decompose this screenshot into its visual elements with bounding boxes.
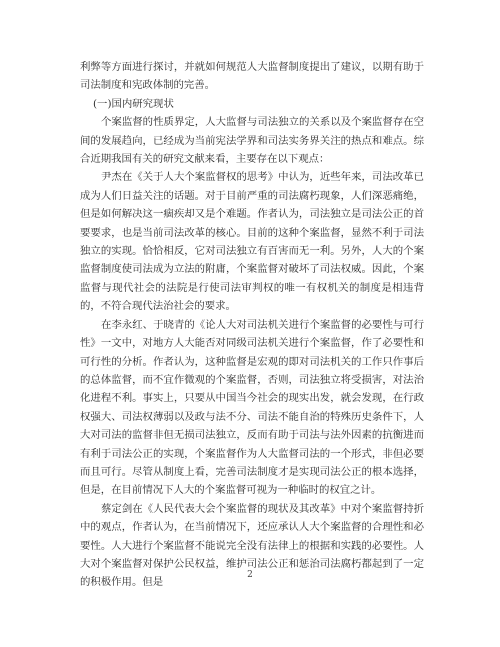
paragraph-yin-jie: 尹杰在《关于人大个案监督权的思考》中认为，近些年来，司法改革已成为人们日益关注的话题。对于目前严重的司法腐朽现象，人们深恶痛绝，但是如何解决这一痼疾却又是个难题。作者认为，司法独立是司法公正的首要要求，也是当前司法改革的核心。目前的这种个案监督，显然不利于司法独立的实现。恰恰相反，它对司法独立有百害而无一利。另外，人大的个案监督制度使司法成为立法的附庸，个案监督对破坏了司法权威。因此，个案监督与现代社会的法院是行使司法审判权的唯一有权机关的制度是相违背的，不符合现代法治社会的要求。 [80, 171, 424, 313]
section-heading: (一)国内研究现状 [93, 97, 174, 110]
paragraph-overview: 个案监督的性质界定，人大监督与司法独立的关系以及个案监督存在空间的发展趋向，已经成为当前宪法学界和司法实务界关注的热点和难点。综合近期我国有关的研究文献来看，主要存在以下观点： [80, 116, 424, 166]
document-body [80, 58, 424, 592]
page-number: 2 [247, 570, 253, 580]
paragraph-cai-dingjian: 蔡定剑在《人民代表大会个案监督的现状及其改革》中对个案监督持折中的观点，作者认为，在当前情况下，还应承认人大个案监督的合理性和必要性。人大进行个案监督不能说完全没有法律上的根据和实践的必要性。人大对个案监督对保护公民权益，维护司法公正和惩治司法腐朽都起到了一定的积极作用。但是 [80, 502, 424, 589]
paragraph-li-yu: 在李永红、于晓青的《论人大对司法机关进行个案监督的必要性与可行性》一文中，对地方人大能否对同级司法机关进行个案监督，作了必要性和可行性的分析。作者认为，这种监督是宏观的即对司法机关的工作只作事后的总体监督，而不宜作微观的个案监督，否则，司法独立将受损害，对法治化进程不利。事实上，只要从中国当今社会的现实出发，就会发现，在行政权强大、司法权薄弱以及政与法不分、司法不能自治的特殊历史条件下，人大对司法的监督非但无损司法独立，反而有助于司法与法外因素的抗衡进而有利于司法公正的实现，个案监督作为人大监督司法的一个形式，非但必要而且可行。尽管从制度上看，完善司法制度才是实现司法公正的根本选择，但是，在目前情况下人大的个案监督可视为一种临时的权宜之计。 [80, 318, 424, 497]
paragraph-continuation: 利弊等方面进行探讨，并就如何规范人大监督制度提出了建议，以期有助于司法制度和宪政体制的完善。 [80, 61, 424, 92]
